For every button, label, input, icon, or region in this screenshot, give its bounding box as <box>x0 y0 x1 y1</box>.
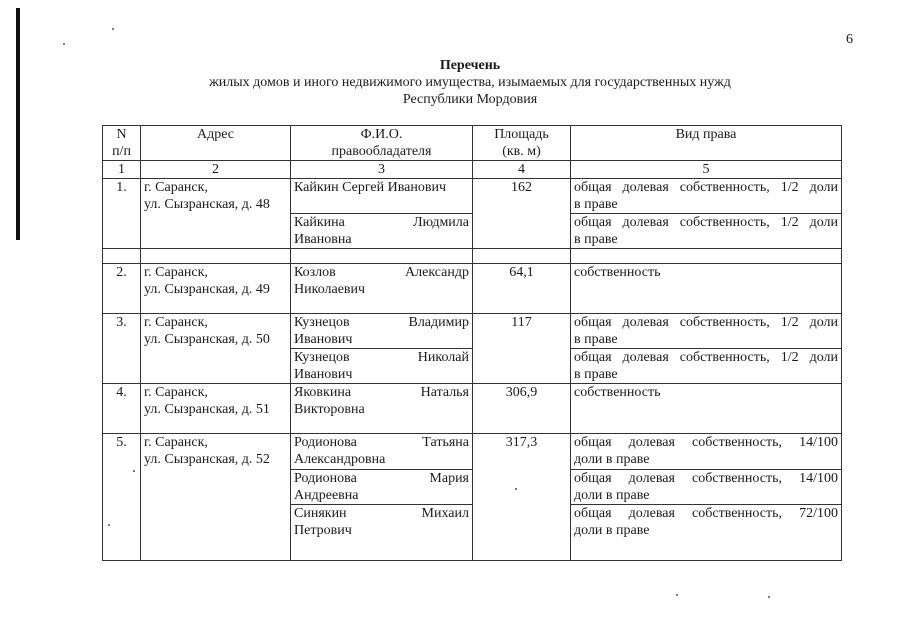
col-number: 1 <box>103 161 141 179</box>
col-number: 2 <box>141 161 291 179</box>
table-row <box>103 434 842 470</box>
scan-speck <box>112 28 114 30</box>
right-cell: собственность <box>571 384 842 434</box>
right-cell: общая долевая собственность, 1/2 доли в праве <box>571 179 842 214</box>
scan-edge-bar <box>16 8 20 240</box>
table-row <box>103 384 842 434</box>
address-cell: г. Саранск, ул. Сызранская, д. 48 <box>141 179 291 249</box>
header-owner: Ф.И.О. правообладателя <box>291 126 473 161</box>
address-cell: г. Саранск, ул. Сызранская, д. 49 <box>141 264 291 314</box>
right-cell: общая долевая собственность, 1/2 доли в праве <box>571 349 842 384</box>
header-area: Площадь (кв. м) <box>473 126 571 161</box>
table-row <box>103 264 842 314</box>
table-row-spacer <box>103 249 842 264</box>
header-right: Вид права <box>571 126 842 161</box>
address-cell: г. Саранск, ул. Сызранская, д. 51 <box>141 384 291 434</box>
owner-cell: Родионова Мария Андреевна <box>291 470 473 505</box>
title-line-2: Республики Мордовия <box>402 92 538 107</box>
owner-cell: Кузнецов Николай Иванович <box>291 349 473 384</box>
owner-cell: Яковкина Наталья Викторовна <box>291 384 473 434</box>
property-table <box>102 125 842 561</box>
scan-speck <box>768 596 770 598</box>
right-cell: общая долевая собственность, 14/100 доли в праве <box>571 434 842 470</box>
area-cell: 64,1 <box>473 264 571 314</box>
col-number: 4 <box>473 161 571 179</box>
area-cell: 162 <box>473 179 571 249</box>
header-n: N п/п <box>103 126 141 161</box>
row-number: 5. <box>103 434 141 561</box>
owner-cell: Козлов Александр Николаевич <box>291 264 473 314</box>
right-cell: общая долевая собственность, 14/100 доли в праве <box>571 470 842 505</box>
area-cell: 317,3 <box>473 434 571 561</box>
column-number-row <box>103 161 842 179</box>
owner-cell: Кузнецов Владимир Иванович <box>291 314 473 349</box>
right-cell: общая долевая собственность, 1/2 доли в праве <box>571 214 842 249</box>
row-number: 4. <box>103 384 141 434</box>
page-number: 6 <box>846 32 853 47</box>
scan-speck <box>63 43 65 45</box>
title-heading: Перечень <box>439 58 501 73</box>
right-cell: общая долевая собственность, 72/100 доли в праве <box>571 505 842 561</box>
right-cell: собственность <box>571 264 842 314</box>
area-cell: 117 <box>473 314 571 384</box>
table-row <box>103 179 842 214</box>
owner-cell: Синякин Михаил Петрович <box>291 505 473 561</box>
row-number: 2. <box>103 264 141 314</box>
owner-cell: Кайкин Сергей Иванович <box>291 179 473 214</box>
row-number: 1. <box>103 179 141 249</box>
scan-speck <box>676 594 678 596</box>
address-cell: г. Саранск, ул. Сызранская, д. 50 <box>141 314 291 384</box>
owner-cell: Кайкина Людмила Ивановна <box>291 214 473 249</box>
address-cell: г. Саранск, ул. Сызранская, д. 52 <box>141 434 291 561</box>
right-cell: общая долевая собственность, 1/2 доли в праве <box>571 314 842 349</box>
title-line-1: жилых домов и иного недвижимого имущества, изымаемых для государственных нужд <box>209 75 731 90</box>
col-number: 5 <box>571 161 842 179</box>
row-number: 3. <box>103 314 141 384</box>
area-cell: 306,9 <box>473 384 571 434</box>
header-row <box>103 126 842 161</box>
document-title <box>100 57 840 108</box>
header-address: Адрес <box>141 126 291 161</box>
col-number: 3 <box>291 161 473 179</box>
owner-cell: Родионова Татьяна Александровна <box>291 434 473 470</box>
table-row <box>103 314 842 349</box>
